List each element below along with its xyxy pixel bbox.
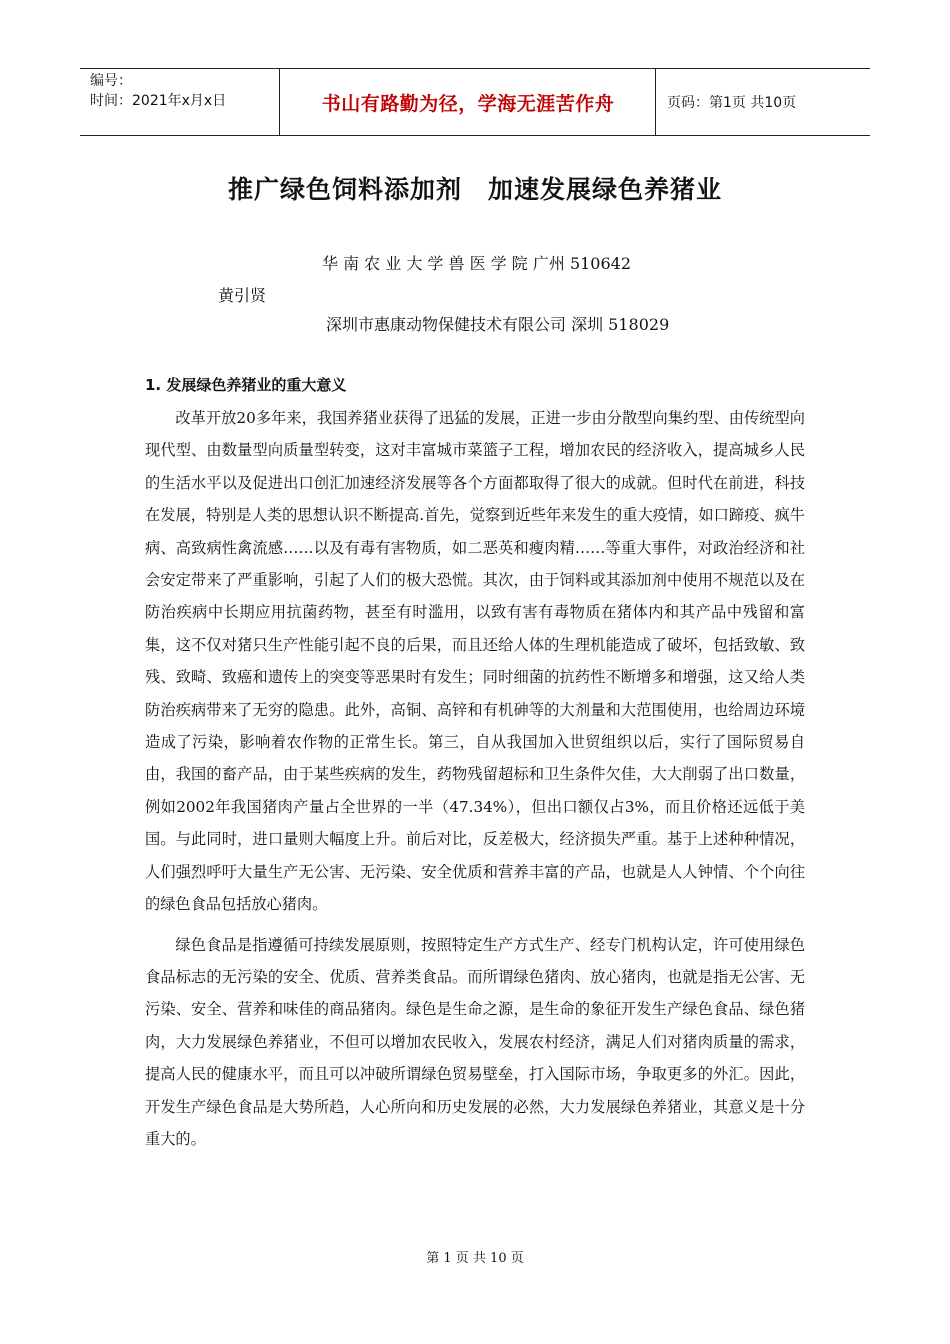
affiliation-2: 深圳市惠康动物保健技术有限公司 深圳 518029 xyxy=(326,315,670,334)
page-footer: 第 1 页 共 10 页 xyxy=(426,1251,524,1266)
header-motto-cell xyxy=(281,69,656,135)
header-left-cell xyxy=(80,69,280,135)
document-number-label: 编号： xyxy=(90,73,132,89)
author-name: 黄引贤 xyxy=(218,286,267,305)
title-part-1: 推广绿色饲料添加剂 xyxy=(227,175,462,204)
paragraph: 改革开放20多年来，我国养猪业获得了迅猛的发展，正进一步由分散型向集约型、由传统型向现代型、由数量型向质量型转变，这对丰富城市菜篮子工程，增加农民的经济收入，提高城乡人民的生活水平以及促进出口创汇加速经济发展等各个方面都取得了很大的成就。但时代在前进，科技在发展，特别是人类的思想认识不断提高.首先，觉察到近些年来发生的重大疫情，如口蹄疫、疯牛病、高致病性禽流感……以及有毒有害物质，如二恶英和瘦肉精……等重大事件，对政治经济和社会安定带来了严重影响，引起了人们的极大恐慌。其次，由于饲料或其添加剂中使用不规范以及在防治疾病中长期应用抗菌药物，甚至有时滥用，以致有害有毒物质在猪体内和其产品中残留和富集，这不仅对猪只生产性能引起不良的后果，而且还给人体的生理机能造成了破坏，包括致敏、致残、致畸、致癌和遗传上的突变等恶果时有发生；同时细菌的抗药性不断增多和增强，这又给人类防治疾病带来了无穷的隐患。此外，高铜、高锌和有机砷等的大剂量和大范围使用，也给周边环境造成了污染，影响着农作物的正常生长。第三，自从我国加入世贸组织以后，实行了国际贸易自由，我国的畜产品，由于某些疾病的发生，药物残留超标和卫生条件欠佳，大大削弱了出口数量，例如2002年我国猪肉产量占全世界的一半（47.34%），但出口额仅占3%，而且价格还远低于美国。与此同时，进口量则大幅度上升。前后对比，反差极大，经济损失严重。基于上述种种情况，人们强烈呼吁大量生产无公害、无污染、安全优质和营养丰富的产品，也就是人人钟情、个个向往的绿色食品包括放心猪肉。 xyxy=(145,409,805,914)
body-text xyxy=(145,402,805,1155)
section-heading: 1. 发展绿色养猪业的重大意义 xyxy=(145,376,347,394)
paragraph: 绿色食品是指遵循可持续发展原则，按照特定生产方式生产、经专门机构认定，许可使用绿色食品标志的无污染的安全、优质、营养类食品。而所谓绿色猪肉、放心猪肉，也就是指无公害、无污染、安全、营养和味佳的商品猪肉。绿色是生命之源，是生命的象征开发生产绿色食品、绿色猪肉，大力发展绿色养猪业，不但可以增加农民收入，发展农村经济，满足人们对猪肉质量的需求，提高人民的健康水平，而且可以冲破所谓绿色贸易壁垒，打入国际市场，争取更多的外汇。因此，开发生产绿色食品是大势所趋，人心所向和历史发展的必然，大力发展绿色养猪业，其意义是十分重大的。 xyxy=(145,935,805,1148)
title-part-2: 加速发展绿色养猪业 xyxy=(488,175,723,204)
affiliation-1: 华 南 农 业 大 学 兽 医 学 院 广州 510642 xyxy=(322,254,632,273)
page-title xyxy=(0,170,950,206)
header-page-cell xyxy=(657,69,870,135)
header-page-info: 页码：第1页 共10页 xyxy=(667,95,797,111)
document-time-label: 时间：2021年x月x日 xyxy=(90,93,227,109)
header-motto: 书山有路勤为径，学海无涯苦作舟 xyxy=(321,92,615,115)
header-table xyxy=(80,68,870,136)
